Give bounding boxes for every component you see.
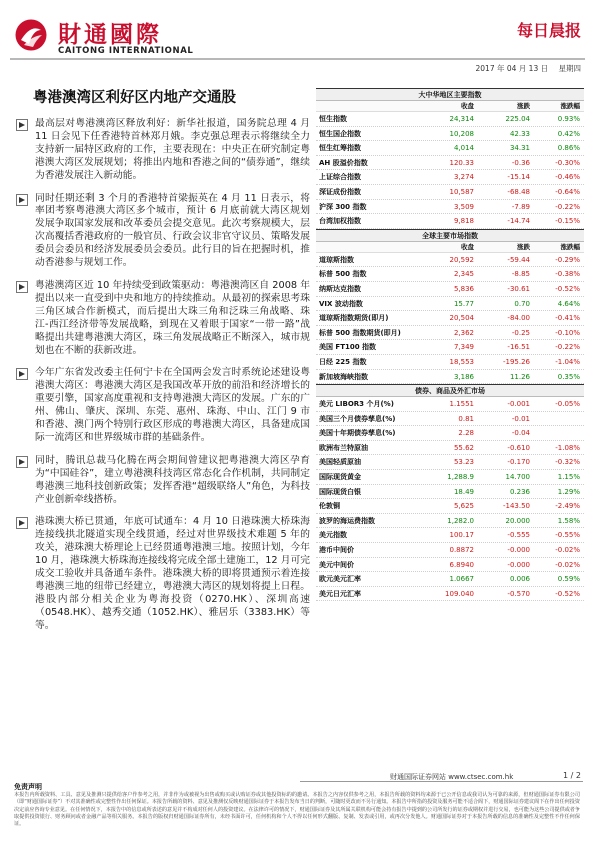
footer-website: 财通国际证券网站 www.ctsec.com.hk [390,773,514,781]
index-close: 3,274 [453,173,474,182]
index-change: 225.04 [505,115,530,123]
index-change-pct: -0.22% [555,343,580,352]
bullet-text: 同时任期还剩 3 个月的香港特首梁振英在 4 月 11 日表示，将率团考察粤港澳大湾区多个城市，预计 6 月底前就大湾区规划发展争取国家发展和改革委员会提交意见。此次考察规模大，层次高覆括香港政府的一般官员、行政会议非官守议员、策略发展委员会委员和经济发展委员会委员。此行目的旨在把握时机，推动香港参与规划工作。 [35,192,310,269]
arrow-bullet-icon [16,194,28,206]
index-change-pct: -0.02% [555,546,580,555]
bullet-text: 粤港澳湾区近 10 年持续受到政策驱动：粤港澳湾区自 2008 年提出以来一直受到中央和地方的持续推动。从最初的探索思考珠三角区域合作新模式，而后提出大珠三角和泛珠三角战略、珠江-西江经济带等发展战略，到现在又着眼于国家“一带一路”战略提出共建粤港澳大湾区，珠三角发展战略正不断深入，城市规划也在不断的获新改进。 [35,279,310,356]
index-close: 3,186 [453,372,474,381]
index-close: 6.8940 [449,560,474,569]
index-change-pct: -0.55% [555,531,580,540]
index-close: 2,345 [453,270,474,279]
table-row [316,326,584,341]
index-change: 11.26 [509,372,530,381]
brand-name-cn: 財通國際 [58,21,162,48]
table-row [316,514,584,529]
table-row [316,412,584,427]
table-row [316,170,584,185]
market-table [316,229,584,384]
table-row [316,185,584,200]
index-change: -15.14 [507,173,530,182]
index-name: 美元日元汇率 [319,589,361,598]
market-table-header [316,101,584,112]
index-name: 标普 500 指数 [319,270,367,279]
index-close: 9,818 [453,217,474,226]
index-change-pct: -0.46% [555,173,580,182]
index-change-pct: 0.35% [557,372,580,381]
table-row [316,214,584,229]
index-name: 国际现货黄金 [319,473,361,482]
index-change-pct: 1.29% [557,487,580,496]
caitong-logo-icon [14,18,48,52]
index-change-pct: 4.64% [557,299,580,308]
index-name: 恒生红筹指数 [319,144,361,153]
table-row [316,311,584,326]
index-close: 55.62 [453,443,474,452]
index-name: 沪深 300 指数 [319,202,367,211]
index-close: 10,208 [449,129,474,138]
arrow-bullet-icon [16,368,28,380]
index-name: 美国十年期债券孳息(%) [319,429,396,438]
index-name: 港币中间价 [319,546,354,555]
table-row [316,397,584,412]
index-change: -8.85 [511,270,530,279]
index-name: AH 股溢价指数 [319,158,368,167]
page-number: 1 / 2 [563,771,581,780]
index-close: 4,014 [453,144,474,153]
index-name: 纳斯达克指数 [319,284,361,293]
header-change-pct: 涨跌幅 [560,242,580,251]
index-change-pct [530,426,582,440]
index-name: 美元 LIBOR3 个月(%) [319,400,394,409]
table-row [316,499,584,514]
bullet-text: 同时，腾讯总裁马化腾在两会期间曾建议把粤港澳大湾区孕育为“中国硅谷”，建立粤港澳科技湾区常态化合作机制，共同制定粤港澳三地科技创新政策；发挥香港“超级联络人”角色，为科技产业创新牵线搭桥。 [35,454,310,505]
index-close: 0.81 [458,414,474,423]
market-table [316,88,584,229]
index-close: 53.23 [453,458,474,467]
arrow-bullet-icon [16,281,28,293]
arrow-bullet-icon [16,456,28,468]
index-change-pct: -0.22% [555,202,580,211]
table-row [316,470,584,485]
table-row [316,558,584,573]
index-change-pct: -0.52% [555,589,580,598]
index-close: 10,587 [449,187,474,196]
index-change-pct: -0.05% [555,400,580,409]
market-table-title: 全球主要市场指数 [316,229,584,242]
table-row [316,528,584,543]
index-close: 2,362 [453,328,474,337]
table-row [316,200,584,215]
header-change: 涨跌 [517,242,530,251]
document-type: 每日晨报 [516,21,581,40]
index-change-pct: -0.64% [555,187,580,196]
index-change: 34.31 [509,144,530,153]
table-row [316,253,584,268]
index-close: 18.49 [453,487,474,496]
index-change-pct: 0.86% [557,144,580,153]
index-change-pct: 0.59% [557,575,580,584]
index-close: 20,592 [449,255,474,264]
index-close: 100.17 [449,531,474,540]
index-change-pct: -0.38% [555,270,580,279]
index-name: 欧元美元汇率 [319,575,361,584]
bullet-item [14,118,310,183]
index-close: 0.8872 [449,546,474,555]
index-change-pct: -0.15% [555,217,580,226]
table-row [316,297,584,312]
index-name: 美国 FT100 指数 [319,343,377,352]
index-name: VIX 波动指数 [319,299,363,308]
table-row [316,543,584,558]
page-title: 粤港澳湾区利好区内地产交通股 [33,89,236,106]
table-row [316,112,584,127]
report-date [476,63,582,74]
index-close: 1.1551 [449,400,474,409]
bullet-item [14,280,310,357]
index-change-pct: -0.32% [555,458,580,467]
footer-divider [300,781,583,782]
index-change: -0.000 [507,546,530,555]
index-name: 台湾加权指数 [319,217,361,226]
index-close: 18,553 [449,357,474,366]
index-change-pct: 1.58% [557,516,580,525]
index-name: 波罗的海运费指数 [319,516,375,525]
index-change: 0.70 [514,299,530,308]
index-change-pct [530,412,582,426]
index-change: 20.000 [505,516,530,525]
index-change: -0.170 [507,458,530,467]
arrow-bullet-icon [16,119,28,131]
index-change: -68.48 [507,187,530,196]
arrow-bullet-icon [16,517,28,529]
index-change-pct: 1.15% [557,473,580,482]
bullet-item [14,193,310,270]
header-change: 涨跌 [517,102,530,110]
table-row [316,587,584,602]
index-close: 120.33 [449,158,474,167]
index-change: -84.00 [507,314,530,323]
index-change: 14.700 [505,473,530,482]
table-row [316,127,584,142]
bullet-text: 今年广东省发改委主任何宁卡在全国两会发言时系统论述建设粤港澳大湾区：粤港澳大湾区是我国改革开放的前沿和经济增长的重要引擎，国家高度重视和支持粤港澳大湾区的发展。广东的广州、佛山、肇庆、深圳、东莞、惠州、珠海、中山、江门 9 市和香港、澳门两个特别行政区形成的粤港澳大湾区，具备建成国际一流湾区和世界级城市群的基础条件。 [35,367,310,443]
index-change: -195.26 [502,357,530,366]
index-change: -0.36 [511,158,530,167]
index-change-pct: -1.08% [555,443,580,452]
index-change: -0.610 [507,443,530,452]
index-change: -7.89 [511,202,530,211]
index-change: -0.25 [511,328,530,337]
table-row [316,282,584,297]
table-row [316,370,584,385]
index-change: -30.61 [507,284,530,293]
brand-name-en: CAITONG INTERNATIONAL [58,46,194,56]
table-row [316,141,584,156]
header-name [316,242,410,252]
index-close: 109.040 [445,589,474,598]
index-change: -16.51 [507,343,530,352]
bullet-text: 最高层对粤港澳湾区释放利好：新华社报道，国务院总理 4 月 11 日会见下任香港特首林郑月娥。李克强总理表示将继续全力支持新一届特区政府的工作，主要表现在：中央正在研究制定粤港澳大湾区发展规划；将推出内地和香港之间的“债券通”，继续为香港发展注入新动能。 [35,118,310,181]
index-change: -0.04 [511,429,530,438]
index-close: 15.77 [453,299,474,308]
market-table-title: 大中华地区主要指数 [316,88,584,101]
index-change-pct: -2.49% [555,502,580,511]
index-name: 上证综合指数 [319,173,361,182]
index-change: -143.50 [502,502,530,511]
index-close: 20,504 [449,314,474,323]
market-table-header [316,242,584,253]
index-change-pct: -0.30% [555,158,580,167]
disclaimer-title: 免责声明 [14,783,42,791]
report-weekday: 星期四 [558,64,581,73]
index-name: 恒生指数 [319,115,347,123]
table-row [316,156,584,171]
index-change: 0.006 [509,575,530,584]
index-name: 国际现货白银 [319,487,361,496]
index-change-pct: -1.04% [555,357,580,366]
header-name [316,101,410,111]
index-change-pct: -0.10% [555,328,580,337]
index-name: 标普 500 指数期货(即月) [319,328,401,337]
index-change: 42.33 [509,129,530,138]
index-name: 道琼斯指数期货(即月) [319,314,389,323]
index-name: 深证成份指数 [319,187,361,196]
index-name: 美元指数 [319,531,347,540]
table-row [316,572,584,587]
market-table [316,384,584,601]
index-name: 美元中间价 [319,560,354,569]
bullet-item [14,455,310,507]
index-change-pct: 0.42% [557,129,580,138]
index-close: 1,288.9 [447,473,474,482]
index-change: -0.001 [507,400,530,409]
index-name: 美国轻质原油 [319,458,361,467]
index-change-pct: -0.29% [555,255,580,264]
index-change: -59.44 [507,255,530,264]
market-data-panel [316,88,584,601]
header-close: 收盘 [461,242,474,251]
table-row [316,267,584,282]
index-change: -0.570 [507,589,530,598]
index-name: 道琼斯指数 [319,255,354,264]
bullet-list [14,118,310,643]
table-row [316,426,584,441]
header-divider [10,58,585,60]
index-close: 3,509 [453,202,474,211]
index-change: -0.000 [507,560,530,569]
table-row [316,441,584,456]
header-change-pct: 涨跌幅 [560,102,580,110]
bullet-item [14,367,310,444]
index-change-pct: -0.52% [555,284,580,293]
bullet-text: 港珠澳大桥已贯通，年底可试通车：4 月 10 日港珠澳大桥珠海连接线拱北隧道实现全线贯通，经过对世界级技术难题 5 年的攻关，港珠澳大桥理论上已经贯通粤港澳三地。按照计划，今年 10 月，港珠澳大桥珠海连接线将完成全部土建施工，12 月可完成交工验收并具备通车条件。港珠澳大桥的即将贯通预示着连接粤港澳三地的纽带已经建立，粤港澳大湾区的规划将提上日程。 港股内部分相关企业为粤海投资（0270.HK）、深圳高速（0548.HK）、越秀交通（1052.HK）、雅居乐（3383.HK）等等。 [35,516,310,631]
index-change-pct: -0.02% [555,560,580,569]
table-row [316,355,584,370]
index-change: -0.555 [507,531,530,540]
table-row [316,485,584,500]
bullet-item [14,516,310,632]
index-change: -14.74 [507,217,530,226]
index-name: 日经 225 指数 [319,357,367,366]
index-close: 1,282.0 [447,516,474,525]
disclaimer-text: 本报告内所载资料、工具、意见及推测只提供给客户作参考之用，并非作为或被视为出售或购买或认购证券或其他投资标的的邀请。本报告之内容仅供参考之用，本报告所载的资料均来源于已公开信息或我司认为可靠的来源，但财通国际证券有限公司（即“财通国际证券”）不对其准确性或完整性作出任何保证。本报告所载的资料、意见及推测仅反映财通国际证券于本报告发布当日的判断，可随时更改而不另行通知。本报告中所指的投资及服务可能不适合阁下，财通国际证券建议阁下在作出任何投资决定前应咨询专业意见。在任何情况下，本报告中的信息或所表述的意见并不构成对任何人的投资建议。在法律许可的情况下，财通国际证券及其所属关联机构可能会持有报告中提到的公司所发行的证券或期权并进行交易，也可能为这些公司提供或者争取提供投资银行、财务顾问或者金融产品等相关服务。本报告的版权归财通国际证券所有，未经书面许可，任何机构和个人不得以任何形式翻版、复制、发表或引用，或再次分发他人。财通国际证券对于本报告所载的信息的准确性及完整性不作任何保证。 [14,792,580,828]
index-change: 0.236 [509,487,530,496]
index-change: -0.01 [511,414,530,423]
index-close: 5,625 [453,502,474,511]
market-table-title: 债券、商品及外汇市场 [316,384,584,397]
index-close: 2.28 [458,429,474,438]
report-date-value: 2017 年 04 月 13 日 [475,64,549,73]
index-name: 欧洲布兰特原油 [319,443,368,452]
index-close: 24,314 [449,115,474,123]
index-change-pct: -0.41% [555,314,580,323]
index-name: 新加坡海峡指数 [319,372,368,381]
index-change-pct: 0.93% [557,115,580,123]
index-name: 美国三个月债券孳息(%) [319,414,396,423]
table-row [316,455,584,470]
index-close: 5,836 [453,284,474,293]
index-name: 伦敦铜 [319,502,340,511]
header-close: 收盘 [461,102,474,110]
table-row [316,340,584,355]
index-close: 7,349 [453,343,474,352]
index-close: 1.0667 [449,575,474,584]
index-name: 恒生国企指数 [319,129,361,138]
